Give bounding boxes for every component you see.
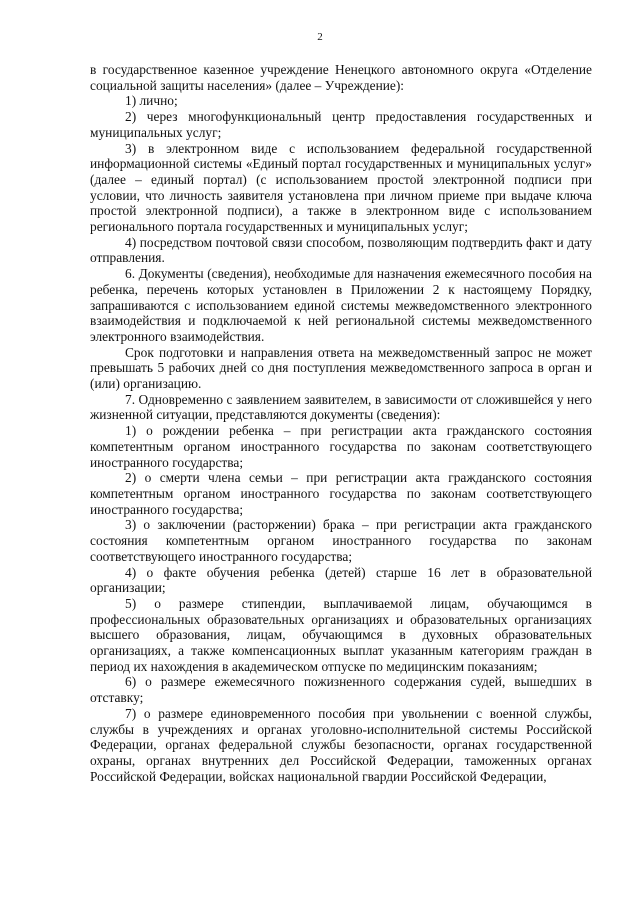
page-number: 2 <box>317 31 323 43</box>
clause-7-item-5: 5) о размере стипендии, выплачиваемой лицам, обучающимся в профессиональных образовательных организациях и образовательных организациях высшего образования, лицам, обучающимся в духовных образовательных организациях, а также компенсационных выплат указанным категориям граждан в период их нахождения в академическом отпуске по медицинским показаниям; <box>90 595 592 674</box>
clause-7-item-4: 4) о факте обучения ребенка (детей) старше 16 лет в образовательной организации; <box>90 564 592 596</box>
document-body <box>90 62 592 784</box>
list-item-electronic: 3) в электронном виде с использованием федеральной государственной информационной системы «Единый портал государственных и муниципальных услуг» (далее – единый портал) (с использованием простой электронной подписи при условии, что личность заявителя установлена при личном приеме при выдаче ключа простой электронной подписи), а также в электронном виде с использованием регионального портала государственных и муниципальных услуг; <box>90 140 592 235</box>
clause-6: 6. Документы (сведения), необходимые для назначения ежемесячного пособия на ребенка, перечень которых установлен в Приложении 2 к настоящему Порядку, запрашиваются с использованием единой системы межведомственного электронного взаимодействия и подключаемой к ней региональной системы межведомственного электронного взаимодействия. <box>90 266 592 344</box>
list-item-in-person: 1) лично; <box>125 93 178 109</box>
clause-7-item-1: 1) о рождении ребенка – при регистрации акта гражданского состояния компетентным органом иностранного государства по законам соответствующего иностранного государства; <box>90 423 592 470</box>
clause-7-item-3: 3) о заключении (расторжении) брака – при регистрации акта гражданского состояния компетентным органом иностранного государства по законам соответствующего иностранного государства; <box>90 517 592 564</box>
clause-7-item-2: 2) о смерти члена семьи – при регистрации акта гражданского состояния компетентным органом иностранного государства по законам соответствующего иностранного государства; <box>90 470 592 517</box>
paragraph-continuation: в государственное казенное учреждение Ненецкого автономного округа «Отделение социальной защиты населения» (далее – Учреждение): <box>90 62 592 93</box>
clause-7-item-7: 7) о размере единовременного пособия при увольнении с военной службы, службы в учреждениях и органах уголовно-исполнительной системы Российской Федерации, органах федеральной службы безопасности, органах государственной охраны, органах внутренних дел Российской Федерации, таможенных органах Российской Федерации, войсках национальной гвардии Российской Федерации, <box>90 705 592 784</box>
list-item-mfc: 2) через многофункциональный центр предоставления государственных и муниципальных услуг; <box>90 109 592 140</box>
list-item-postal: 4) посредством почтовой связи способом, позволяющим подтвердить факт и дату отправления. <box>90 234 592 266</box>
clause-7: 7. Одновременно с заявлением заявителем, в зависимости от сложившейся у него жизненной ситуации, представляются документы (сведения): <box>90 391 592 423</box>
clause-6-deadline: Срок подготовки и направления ответа на межведомственный запрос не может превышать 5 рабочих дней со дня поступления межведомственного запроса в орган и (или) организацию. <box>90 344 592 392</box>
clause-7-item-6: 6) о размере ежемесячного пожизненного содержания судей, вышедших в отставку; <box>90 674 592 706</box>
